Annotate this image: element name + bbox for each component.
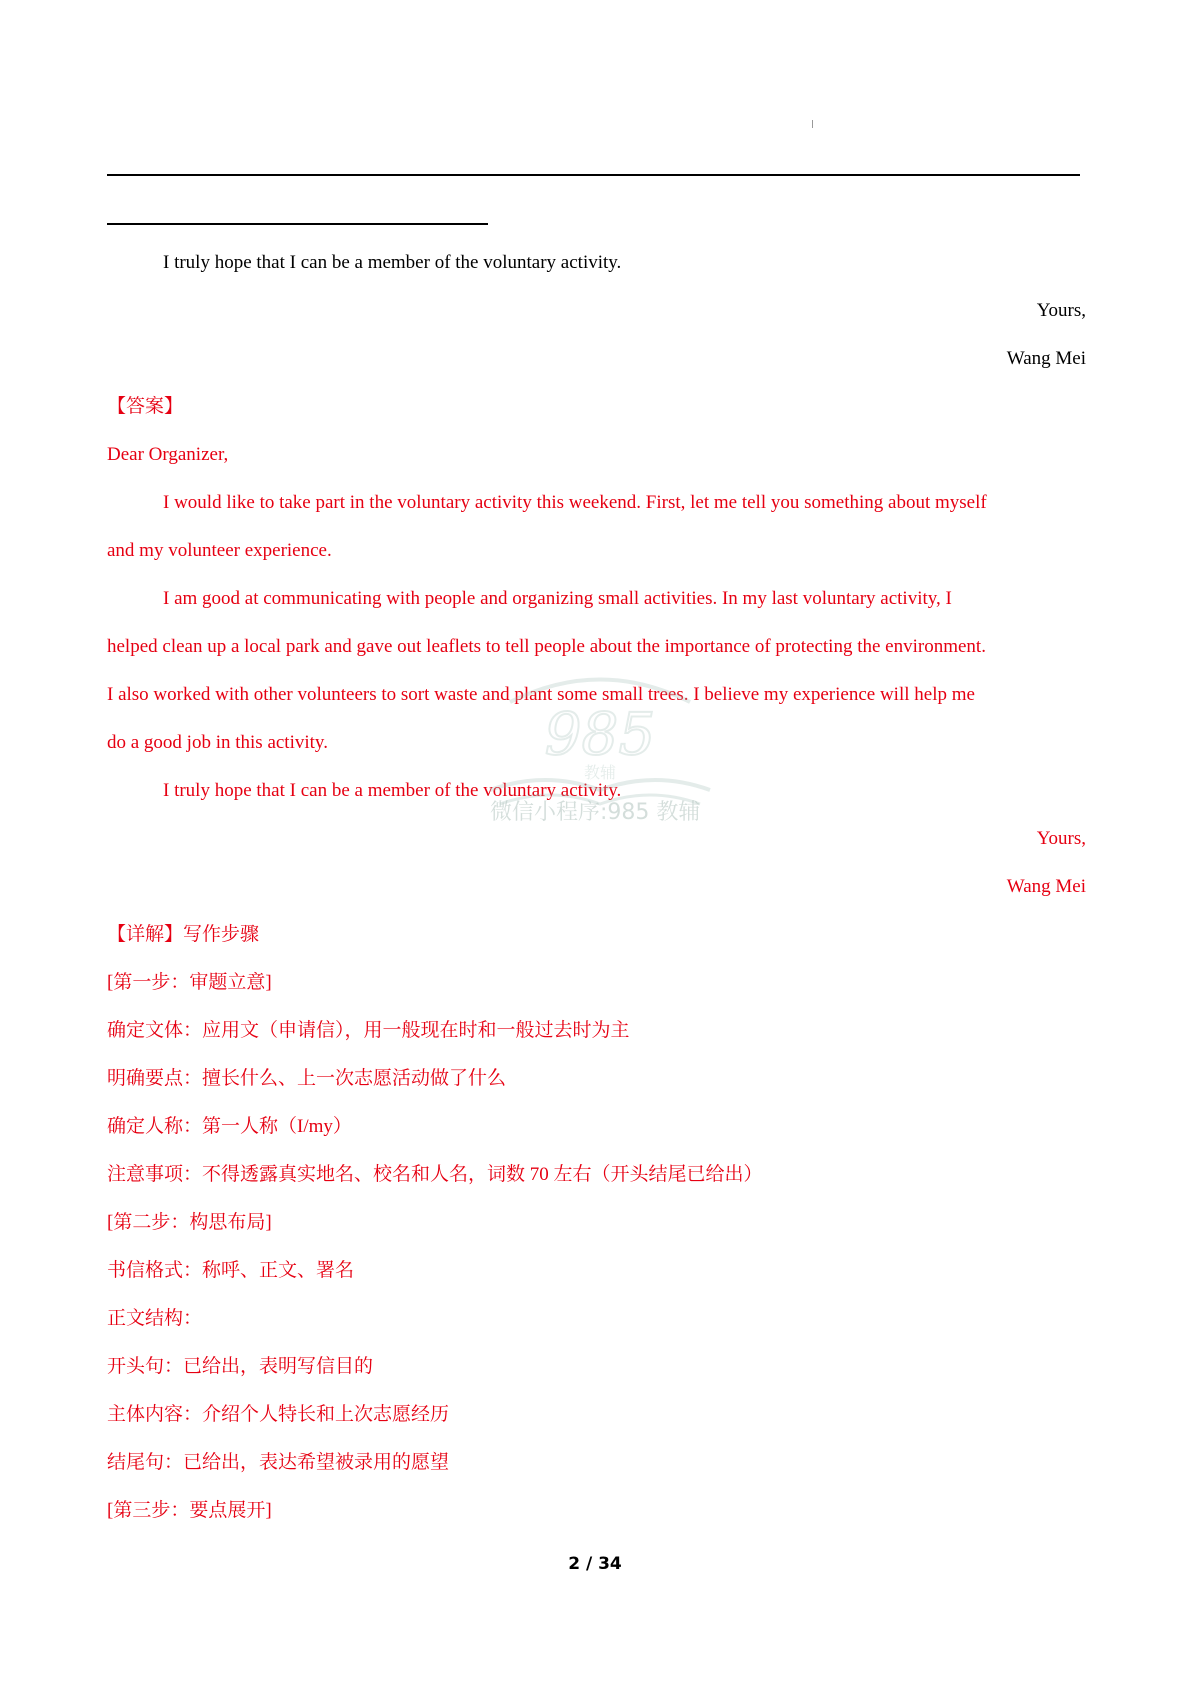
sign-off: Yours, [1036, 300, 1086, 321]
explanation-line: [第二步：构思布局] [107, 1212, 272, 1233]
answer-salutation: Dear Organizer, [107, 444, 229, 465]
answer-line: I also worked with other volunteers to sort waste and plant some small trees. I believe my experience will help me [107, 684, 975, 705]
explanation-line: [第三步：要点展开] [107, 1500, 272, 1521]
page-mark [812, 120, 813, 128]
explanation-line: 主体内容：介绍个人特长和上次志愿经历 [107, 1404, 450, 1425]
watermark-number: 985 [544, 700, 656, 768]
answer-blank-line-2 [107, 223, 488, 225]
explanation-line: 书信格式：称呼、正文、署名 [107, 1260, 355, 1281]
answer-line: and my volunteer experience. [107, 540, 332, 561]
explanation-line: [第一步：审题立意] [107, 972, 272, 993]
answer-blank-line-1 [107, 174, 1080, 176]
answer-heading: 【答案】 [107, 396, 184, 417]
explanation-line: 确定人称：第一人称（I/my） [107, 1116, 352, 1137]
explanation-line: 开头句：已给出，表明写信目的 [107, 1356, 374, 1377]
answer-signature: Wang Mei [1006, 876, 1086, 897]
explanation-heading: 【详解】写作步骤 [107, 924, 260, 945]
answer-line: I truly hope that I can be a member of the voluntary activity. [163, 780, 622, 801]
closing-sentence: I truly hope that I can be a member of the voluntary activity. [163, 252, 622, 273]
answer-line: I would like to take part in the voluntary activity this weekend. First, let me tell you something about myself [163, 492, 987, 513]
watermark-label: 教辅 [583, 763, 617, 782]
answer-sign-off: Yours, [1036, 828, 1086, 849]
answer-line: helped clean up a local park and gave out leaflets to tell people about the importance of protecting the environment. [107, 636, 986, 657]
answer-line: do a good job in this activity. [107, 732, 328, 753]
explanation-line: 正文结构： [107, 1308, 203, 1329]
answer-line: I am good at communicating with people and organizing small activities. In my last voluntary activity, I [163, 588, 952, 609]
explanation-line: 确定文体：应用文（申请信），用一般现在时和一般过去时为主 [107, 1020, 630, 1041]
signature: Wang Mei [1006, 348, 1086, 369]
page-number: 2 / 34 [568, 1554, 622, 1574]
explanation-line: 结尾句：已给出，表达希望被录用的愿望 [107, 1452, 450, 1473]
watermark-caption: 微信小程序:985 教辅 [490, 800, 701, 825]
explanation-line: 明确要点：擅长什么、上一次志愿活动做了什么 [107, 1068, 507, 1089]
explanation-line: 注意事项：不得透露真实地名、校名和人名，词数 70 左右（开头结尾已给出） [107, 1164, 763, 1185]
